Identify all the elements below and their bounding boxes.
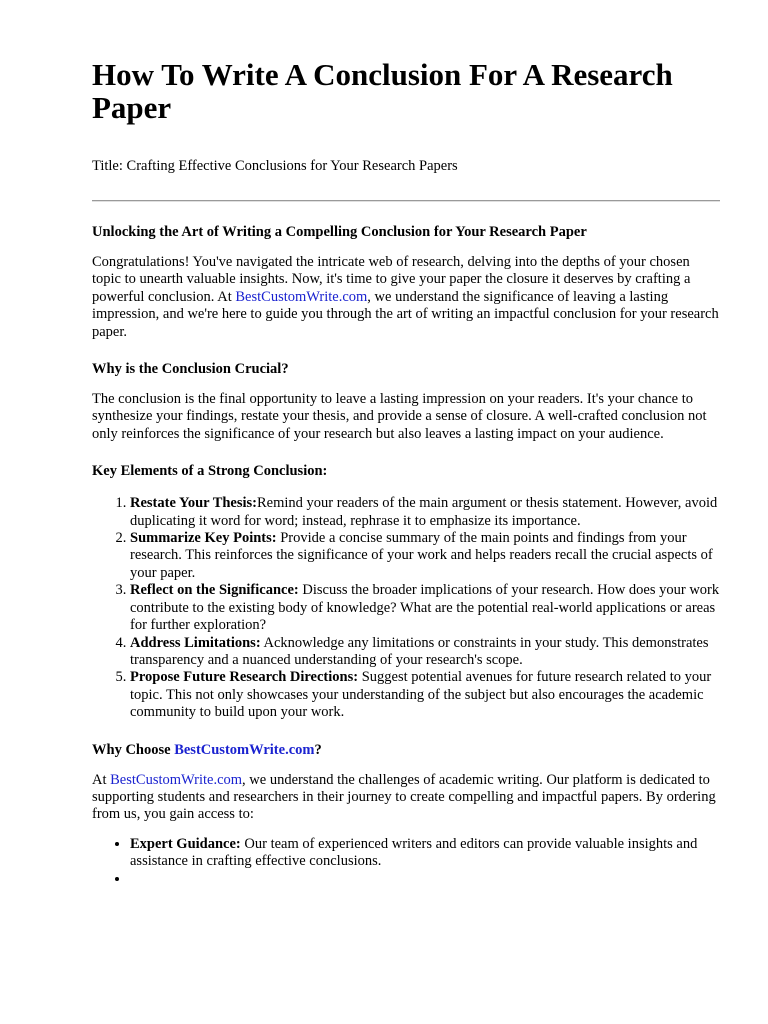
list-item-term: Expert Guidance: bbox=[130, 835, 241, 852]
bestcustomwrite-link[interactable]: BestCustomWrite.com bbox=[235, 288, 368, 305]
list-item bbox=[130, 582, 720, 634]
list-item-text: Discuss the broader implications of your research. How does your work contribute to the existing body of knowledge? What are the potential real-world applications or areas for further exploration? bbox=[130, 582, 720, 634]
divider bbox=[92, 200, 720, 202]
document-subtitle: Title: Crafting Effective Conclusions for Your Research Papers bbox=[92, 158, 458, 174]
benefits-list bbox=[92, 836, 720, 888]
list-item-term: Summarize Key Points: bbox=[130, 530, 277, 547]
key-elements-heading: Key Elements of a Strong Conclusion: bbox=[92, 463, 328, 480]
list-item bbox=[130, 871, 720, 888]
bestcustomwrite-body-link[interactable]: BestCustomWrite.com bbox=[110, 771, 243, 788]
list-item-text: Acknowledge any limitations or constraints in your study. This demonstrates transparency and a nuanced understanding of your research's scope. bbox=[130, 634, 709, 668]
page-title: How To Write A Conclusion For A Research Paper bbox=[92, 57, 673, 125]
why-choose-suffix: ? bbox=[314, 741, 322, 758]
why-choose-prefix: Why Choose bbox=[92, 741, 175, 758]
list-item bbox=[130, 836, 720, 871]
key-elements-list bbox=[92, 495, 720, 721]
list-item-term: Restate Your Thesis: bbox=[130, 495, 258, 512]
list-item bbox=[130, 495, 720, 530]
intro-text-end: , we understand the significance of leaving a lasting impression, and we're here to guide you through the art of writing an impactful conclusion for your research paper. bbox=[92, 288, 719, 340]
bestcustomwrite-heading-link[interactable]: BestCustomWrite.com bbox=[174, 741, 315, 758]
list-item-text: Our team of experienced writers and editors can provide valuable insights and assistance in crafting effective conclusions. bbox=[130, 835, 698, 870]
list-item bbox=[130, 635, 720, 670]
why-heading: Why is the Conclusion Crucial? bbox=[92, 361, 289, 378]
list-item-term: Address Limitations: bbox=[130, 634, 261, 651]
intro-paragraph bbox=[92, 254, 720, 341]
choose-text-end: , we understand the challenges of academic writing. Our platform is dedicated to supporting students and researchers in their journey to create compelling and impactful papers. By ordering from us, you gain access to: bbox=[92, 771, 716, 823]
choose-paragraph bbox=[92, 772, 720, 824]
section-heading: Unlocking the Art of Writing a Compelling Conclusion for Your Research Paper bbox=[92, 224, 587, 240]
why-paragraph: The conclusion is the final opportunity to leave a lasting impression on your readers. It's your chance to synthesize your findings, restate your thesis, and provide a sense of closure. A well-crafted conclusion not only reinforces the significance of your research but also leaves a lasting impact on your audience. bbox=[92, 391, 707, 442]
list-item-text: Remind your readers of the main argument or thesis statement. However, avoid duplicating it word for word; instead, rephrase it to emphasize its importance. bbox=[130, 495, 718, 529]
list-item-term: Propose Future Research Directions: bbox=[130, 669, 359, 686]
list-item-text: Suggest potential avenues for future research related to your topic. This not only showcases your understanding of the subject but also encourages the academic community to build upon your work. bbox=[130, 669, 712, 721]
intro-text-start: Congratulations! You've navigated the intricate web of research, delving into the depths of your chosen topic to unearth valuable insights. Now, it's time to give your paper the closure it deserves by crafting a powerful conclusion. At bbox=[92, 254, 691, 305]
list-item-text: Provide a concise summary of the main points and findings from your research. This reinforces the significance of your work and helps readers recall the crucial aspects of your paper. bbox=[130, 530, 713, 581]
list-item-term: Reflect on the Significance: bbox=[130, 582, 299, 599]
why-choose-heading bbox=[92, 740, 720, 760]
choose-text-start: At bbox=[92, 771, 111, 788]
list-item bbox=[130, 530, 720, 582]
list-item bbox=[130, 669, 720, 721]
